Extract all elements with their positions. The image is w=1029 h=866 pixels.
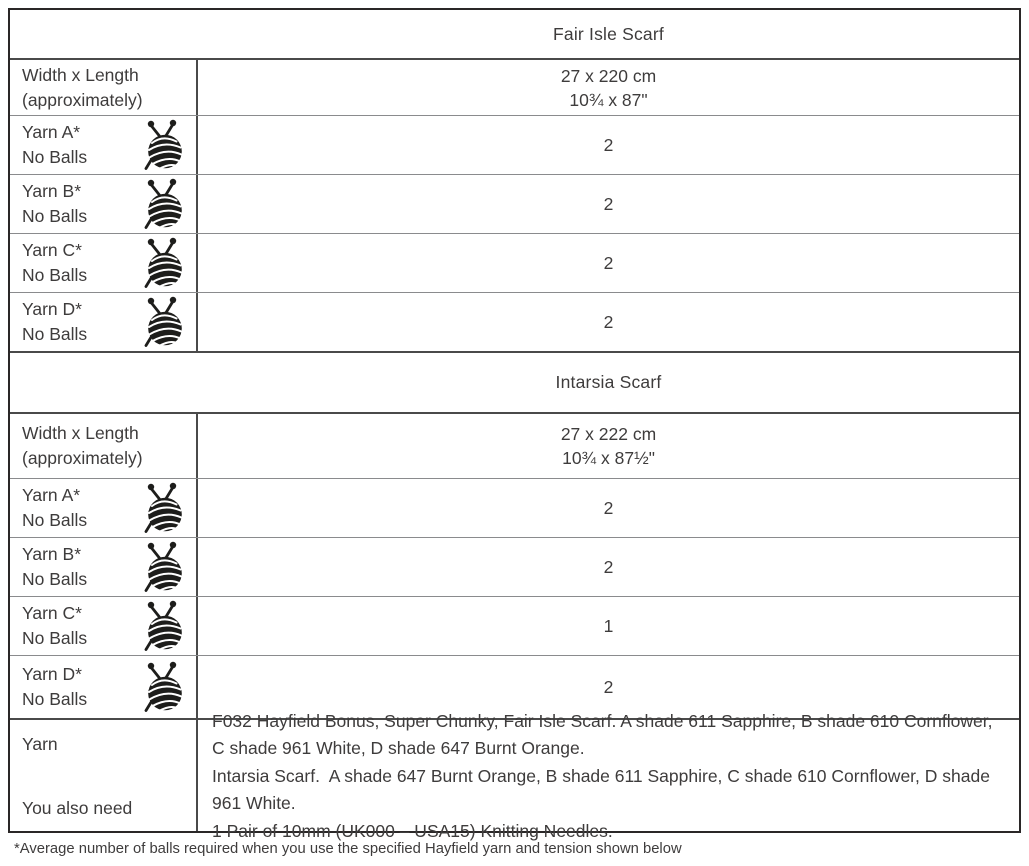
- section-header-intarsia: [10, 351, 1019, 412]
- yarn-quantity: 2: [603, 135, 614, 155]
- yarn-name-label: Yarn A*: [22, 485, 81, 505]
- size-label-line1: Width x Length: [22, 423, 139, 443]
- also-need-label: You also need: [22, 798, 133, 818]
- yarn-name-label: Yarn D*: [22, 664, 82, 684]
- yarn-name-label: Yarn B*: [22, 181, 82, 201]
- yarn-name-label: Yarn C*: [22, 603, 82, 623]
- size-value-cell: [198, 60, 1019, 115]
- yarn-row-a: [10, 478, 1019, 537]
- size-value-cm: 27 x 220 cm: [560, 65, 657, 86]
- yarn-detail-line3: Intarsia Scarf. A shade 647 Burnt Orange, B shade 611 Sapphire, C shade 610 Cornflower, D shade 961 White.: [212, 765, 995, 814]
- no-balls-label: No Balls: [22, 324, 88, 344]
- size-value-inch: 10¾ x 87": [569, 89, 648, 110]
- size-value-cm: 27 x 222 cm: [560, 424, 657, 444]
- yarn-detail-line1: F032 Hayfield Bonus, Super Chunky, Fair Isle Scarf. A shade 611 Sapphire, B shade 610 Cornflower,: [212, 710, 993, 731]
- yarn-ball-icon: [138, 541, 186, 593]
- yarn-label-cell: [10, 538, 198, 596]
- size-value-inch: 10¾ x 87½": [562, 448, 655, 468]
- yarn-label-cell: [10, 479, 198, 537]
- section-title: Intarsia Scarf: [555, 372, 662, 392]
- yarn-row-b: [10, 537, 1019, 596]
- pattern-spec-table: [8, 8, 1021, 841]
- yarn-label-cell: [10, 293, 198, 351]
- no-balls-label: No Balls: [22, 147, 88, 167]
- yarn-quantity: 1: [603, 616, 614, 636]
- yarn-name-label: Yarn A*: [22, 122, 81, 142]
- size-label-line2: (approximately): [22, 89, 143, 110]
- yarn-detail-line2: C shade 961 White, D shade 647 Burnt Orange.: [212, 738, 585, 759]
- yarn-details-label: Yarn: [22, 734, 58, 754]
- yarn-label-cell: [10, 175, 198, 233]
- no-balls-label: No Balls: [22, 206, 88, 226]
- yarn-details-row: [10, 710, 1019, 841]
- yarn-name-label: Yarn C*: [22, 240, 82, 260]
- yarn-row-d: [10, 292, 1019, 351]
- yarn-ball-icon: [138, 237, 186, 289]
- size-label-cell: [10, 60, 198, 115]
- size-value-cell: [198, 414, 1019, 478]
- section-header-fair-isle: [10, 10, 1019, 58]
- yarn-name-label: Yarn B*: [22, 544, 82, 564]
- yarn-details-text: [198, 710, 1019, 841]
- yarn-row-c: [10, 233, 1019, 292]
- no-balls-label: No Balls: [22, 510, 88, 530]
- yarn-name-label: Yarn D*: [22, 299, 82, 319]
- yarn-ball-icon: [138, 178, 186, 230]
- yarn-label-cell: [10, 597, 198, 655]
- yarn-quantity: 2: [603, 312, 614, 332]
- yarn-ball-icon: [138, 482, 186, 534]
- yarn-ball-icon: [138, 661, 186, 713]
- yarn-row-b: [10, 174, 1019, 233]
- yarn-quantity: 2: [603, 498, 614, 518]
- yarn-quantity: 2: [603, 557, 614, 577]
- section-title: Fair Isle Scarf: [553, 23, 664, 44]
- yarn-row-a: [10, 115, 1019, 174]
- yarn-ball-icon: [138, 600, 186, 652]
- yarn-quantity: 2: [603, 194, 614, 214]
- no-balls-label: No Balls: [22, 689, 88, 709]
- no-balls-label: No Balls: [22, 628, 88, 648]
- also-need-value: 1 Pair of 10mm (UK000 – USA15) Knitting Needles.: [212, 820, 613, 841]
- size-label-cell: [10, 414, 198, 478]
- yarn-label-cell: [10, 234, 198, 292]
- yarn-row-c: [10, 596, 1019, 655]
- no-balls-label: No Balls: [22, 569, 88, 589]
- footnote: *Average number of balls required when you use the specified Hayfield yarn and tension shown below: [14, 841, 682, 857]
- size-row: [10, 58, 1019, 115]
- yarn-ball-icon: [138, 119, 186, 171]
- size-label-line2: (approximately): [22, 448, 143, 468]
- yarn-label-cell: [10, 116, 198, 174]
- no-balls-label: No Balls: [22, 265, 88, 285]
- yarn-quantity: 2: [603, 677, 614, 697]
- size-label-line1: Width x Length: [22, 64, 139, 85]
- yarn-label-cell: [10, 656, 198, 718]
- yarn-ball-icon: [138, 296, 186, 348]
- size-row: [10, 412, 1019, 478]
- yarn-quantity: 2: [603, 253, 614, 273]
